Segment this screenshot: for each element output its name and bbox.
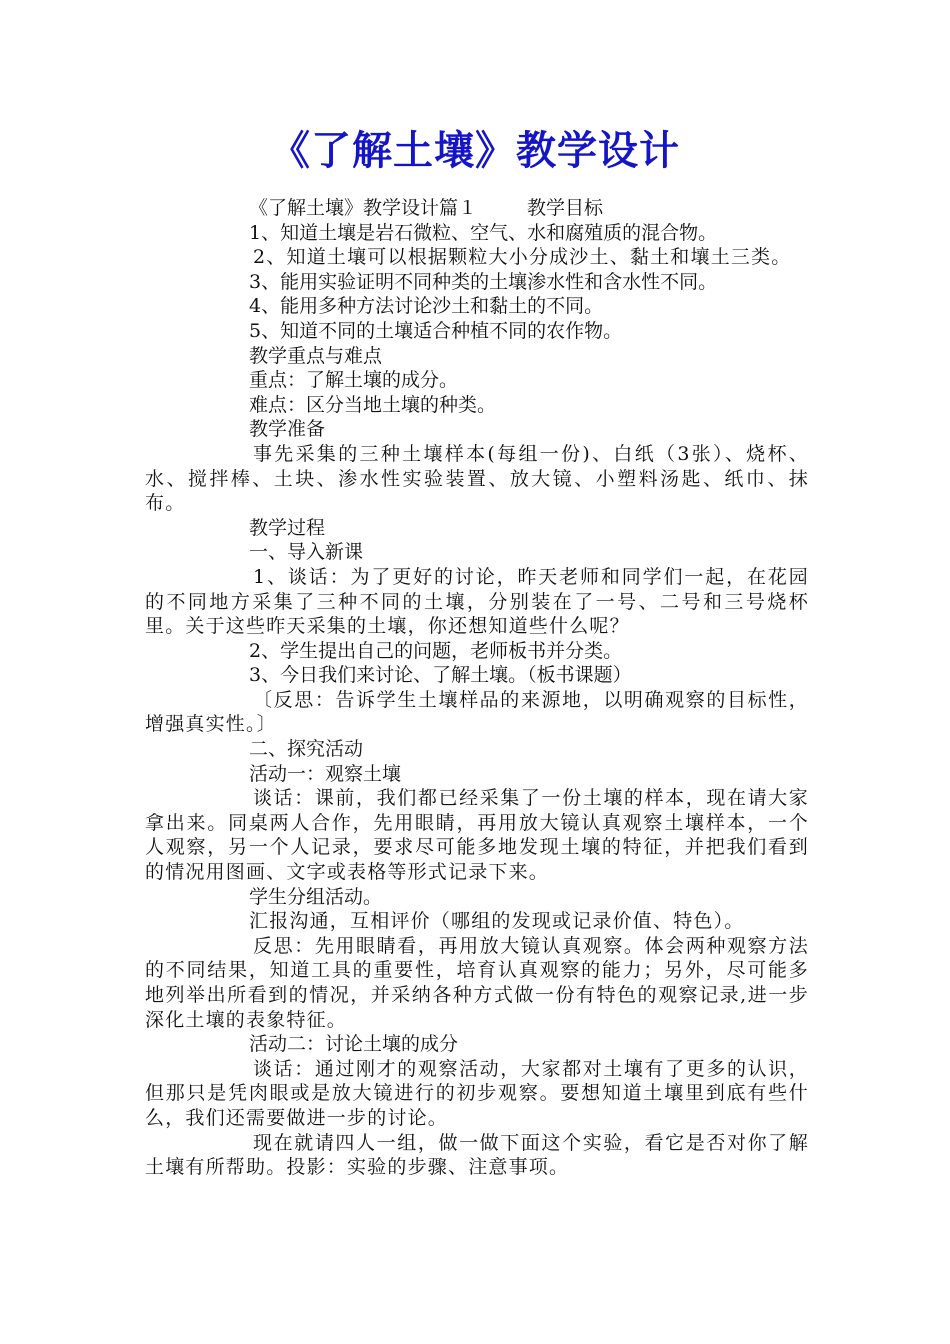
section-preparation: 教学准备 <box>249 418 326 441</box>
objective-4: 4、能用多种方法讨论沙土和黏土的不同。 <box>249 295 604 318</box>
intro-step-3: 3、今日我们来讨论、了解土壤。（板书课题） <box>249 664 632 687</box>
report-evaluate: 汇报沟通，互相评价（哪组的发现或记录价值、特色）。 <box>249 910 745 933</box>
intro-heading: 《了解土壤》教学设计篇１ <box>249 197 478 219</box>
activity-2-heading: 活动二：讨论土壤的成分 <box>249 1033 459 1056</box>
section-process: 教学过程 <box>249 516 326 539</box>
objective-3: 3、能用实验证明不同种类的土壤渗水性和含水性不同。 <box>249 270 718 293</box>
intro-step-1: 1、谈话：为了更好的讨论，昨天老师和同学们一起，在花园的不同地方采集了三种不同的土壤，分别装在了一号、二号和三号烧杯里。关于这些昨天采集的土壤，你还想知道些什么呢？ <box>145 565 809 638</box>
objective-1: 1、知道土壤是岩石微粒、空气、水和腐殖质的混合物。 <box>249 221 718 244</box>
activity-1-heading: 活动一：观察土壤 <box>249 762 402 785</box>
subsection-explore: 二、探究活动 <box>249 738 364 761</box>
experiment-instruction: 现在就请四人一组，做一做下面这个实验，看它是否对你了解土壤有所帮助。投影：实验的步骤、注意事项。 <box>145 1131 809 1179</box>
intro-step-2: 2、学生提出自己的问题，老师板书并分类。 <box>249 639 623 662</box>
difficult-point: 难点：区分当地土壤的种类。 <box>249 393 497 416</box>
document-title: 《了解土壤》教学设计 <box>270 128 680 174</box>
group-activity: 学生分组活动。 <box>249 885 383 908</box>
intro-objectives: 教学目标 <box>527 197 604 219</box>
subsection-intro: 一、导入新课 <box>249 541 364 564</box>
document-body <box>145 196 809 1180</box>
intro-line <box>145 196 809 221</box>
activity-1-talk: 谈话：课前，我们都已经采集了一份土壤的样本，现在请大家拿出来。同桌两人合作，先用眼睛，再用放大镜认真观察土壤样本，一个人观察，另一个人记录，要求尽可能多地发现土壤的特征，并把我们看到的情况用图画、文字或表格等形式记录下来。 <box>145 787 809 884</box>
reflection-1: 〔反思：告诉学生土壤样品的来源地，以明确观察的目标性，增强真实性。〕 <box>145 688 809 736</box>
key-point: 重点：了解土壤的成分。 <box>249 369 459 392</box>
reflection-2: 反思：先用眼睛看，再用放大镜认真观察。体会两种观察方法的不同结果，知道工具的重要性，培育认真观察的能力；另外，尽可能多地列举出所看到的情况，并采纳各种方式做一份有特色的观察记录,进一步深化土壤的表象特征。 <box>145 934 809 1031</box>
preparation-text: 事先采集的三种土壤样本(每组一份)、白纸（3张）、烧杯、水、搅拌棒、土块、渗水性实验装置、放大镜、小塑料汤匙、纸巾、抹布。 <box>145 442 809 515</box>
activity-2-talk: 谈话：通过刚才的观察活动，大家都对土壤有了更多的认识，但那只是凭肉眼或是放大镜进行的初步观察。要想知道土壤里到底有些什么，我们还需要做进一步的讨论。 <box>145 1057 809 1129</box>
objective-2: 2、知道土壤可以根据颗粒大小分成沙土、黏土和壤土三类。 <box>253 246 792 269</box>
objective-5: 5、知道不同的土壤适合种植不同的农作物。 <box>249 319 623 342</box>
section-key-points: 教学重点与难点 <box>249 344 383 367</box>
